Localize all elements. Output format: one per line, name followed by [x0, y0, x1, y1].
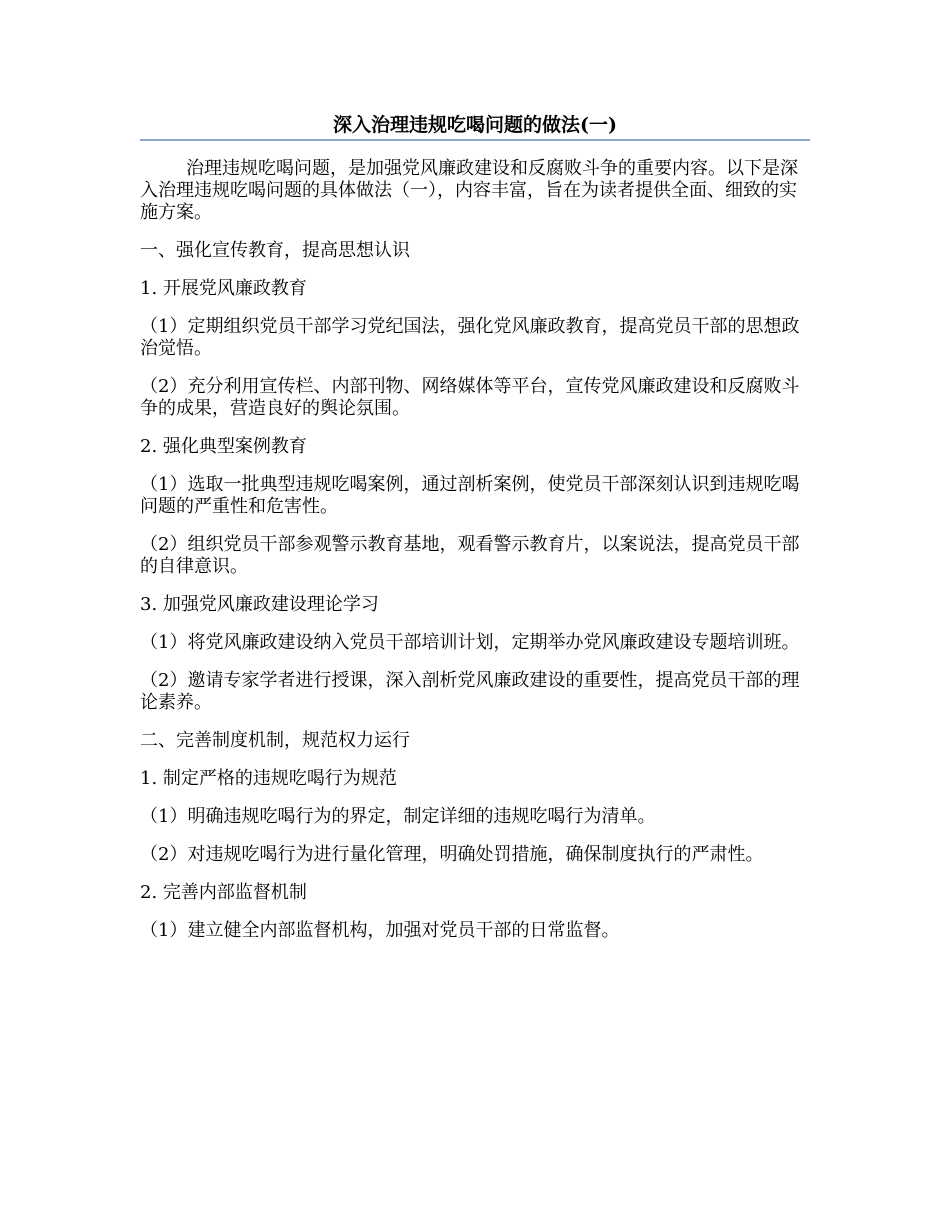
list-item: （2）邀请专家学者进行授课，深入剖析党风廉政建设的重要性，提高党员干部的理论素养。	[140, 670, 800, 713]
list-item: （1）定期组织党员干部学习党纪国法，强化党风廉政教育，提高党员干部的思想政治觉悟。	[140, 316, 800, 359]
list-item: （1）明确违规吃喝行为的界定，制定详细的违规吃喝行为清单。	[140, 806, 656, 827]
subsection-heading: 2. 完善内部监督机制	[140, 882, 307, 903]
list-item: （1）将党风廉政建设纳入党员干部培训计划，定期举办党风廉政建设专题培训班。	[140, 632, 800, 653]
list-item: （2）组织党员干部参观警示教育基地，观看警示教育片，以案说法，提高党员干部的自律意识。	[140, 534, 800, 577]
subsection-heading: 1. 制定严格的违规吃喝行为规范	[140, 768, 397, 789]
subsection-heading: 1. 开展党风廉政教育	[140, 278, 307, 299]
list-item: （1）选取一批典型违规吃喝案例，通过剖析案例，使党员干部深刻认识到违规吃喝问题的严重性和危害性。	[140, 474, 800, 517]
list-item: （2）对违规吃喝行为进行量化管理，明确处罚措施，确保制度执行的严肃性。	[140, 844, 764, 865]
subsection-heading: 3. 加强党风廉政建设理论学习	[140, 594, 379, 615]
subsection-heading: 2. 强化典型案例教育	[140, 436, 307, 457]
document-body	[140, 158, 810, 958]
section-heading-1: 一、强化宣传教育，提高思想认识	[140, 240, 410, 261]
intro-paragraph: 治理违规吃喝问题，是加强党风廉政建设和反腐败斗争的重要内容。以下是深入治理违规吃喝问题的具体做法（一），内容丰富，旨在为读者提供全面、细致的实施方案。	[140, 158, 798, 223]
list-item: （2）充分利用宣传栏、内部刊物、网络媒体等平台，宣传党风廉政建设和反腐败斗争的成果，营造良好的舆论氛围。	[140, 376, 800, 419]
section-heading-2: 二、完善制度机制，规范权力运行	[140, 730, 410, 751]
list-item: （1）建立健全内部监督机构，加强对党员干部的日常监督。	[140, 920, 620, 941]
title-underline	[140, 139, 810, 141]
document-title: 深入治理违规吃喝问题的做法(一)	[333, 114, 617, 136]
